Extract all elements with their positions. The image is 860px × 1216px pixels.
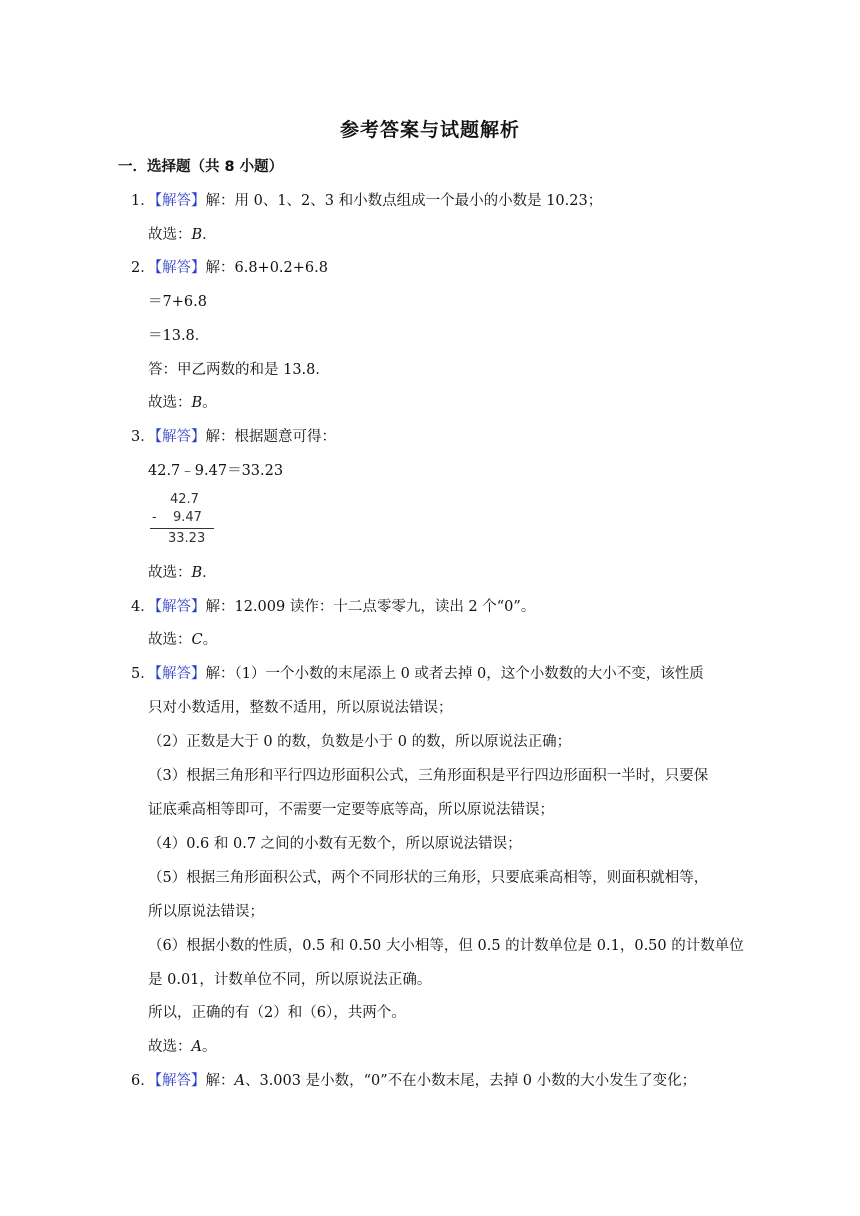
q6-number: 6．: [131, 1073, 155, 1089]
q5-line-4: （3）根据三角形和平行四边形面积公式，三角形面积是平行四边形面积一半时，只要保: [148, 768, 709, 784]
q5-answer-tag: 【解答】: [154, 666, 206, 682]
q5-line-5: 证底乘高相等即可，不需要一定要等底等高，所以原说法错误；: [148, 802, 554, 818]
q2-text: 解：6.8+0.2+6.8: [205, 260, 328, 276]
q5-text: 解：（1）一个小数的末尾添上 0 或者去掉 0，这个小数数的大小不变，该性质: [205, 666, 704, 682]
calc-subtrahend: 9.47: [173, 510, 202, 525]
q3-line-2: 42.7﹣9.47＝33.23: [148, 463, 284, 479]
q5-line-1: [131, 664, 704, 684]
q3-choice: 故选：B．: [148, 565, 217, 581]
q6-text: 、3.003 是小数，“0”不在小数末尾，去掉 0 小数的大小发生了变化；: [244, 1073, 697, 1089]
q5-line-8: 所以原说法错误；: [148, 904, 264, 920]
q2-line-4: 答：甲乙两数的和是 13.8．: [148, 362, 330, 378]
q5-line-7: （5）根据三角形面积公式，两个不同形状的三角形，只要底乘高相等，则面积就相等，: [148, 870, 709, 886]
section-heading: 一．选择题（共 8 小题）: [118, 159, 284, 175]
q5-line-11: 所以，正确的有（2）和（6），共两个。: [148, 1005, 406, 1021]
calc-operator: -: [152, 510, 157, 525]
calc-result: 33.23: [168, 531, 206, 546]
q1-text: 解：用 0、1、2、3 和小数点组成一个最小的小数是 10.23；: [205, 193, 603, 209]
vertical-subtraction-figure: [148, 492, 218, 552]
q6-option-letter: A: [234, 1073, 245, 1089]
q5-line-2: 只对小数适用，整数不适用，所以原说法错误；: [148, 700, 453, 716]
q2-choice: 故选：B。: [148, 395, 217, 411]
calc-divider-line: [150, 528, 214, 529]
q3-line-1: [131, 427, 336, 447]
q2-choice-letter: B: [191, 395, 203, 411]
page-title: 参考答案与试题解析: [339, 119, 520, 141]
calc-minuend: 42.7: [170, 492, 199, 507]
q2-answer-tag: 【解答】: [154, 260, 206, 276]
q2-line-1: [131, 258, 328, 278]
q1-number: 1．: [131, 193, 155, 209]
q5-line-3: （2）正数是大于 0 的数，负数是小于 0 的数，所以原说法正确；: [148, 734, 572, 750]
q4-answer-tag: 【解答】: [154, 599, 206, 615]
q4-line-1: [131, 597, 535, 617]
q3-text: 解：根据题意可得：: [205, 429, 336, 445]
q4-choice: 故选：C。: [148, 632, 218, 648]
q3-choice-letter: B: [191, 565, 203, 581]
q2-number: 2．: [131, 260, 155, 276]
q5-line-9: （6）根据小数的性质，0.5 和 0.50 大小相等，但 0.5 的计数单位是 0.1，0.50 的计数单位: [148, 938, 744, 954]
q6-line-1: 6．【解答】解：A、3.003 是小数，“0”不在小数末尾，去掉 0 小数的大小发生了变化；: [131, 1073, 697, 1089]
q2-line-2: ＝7+6.8: [148, 294, 207, 310]
q1-answer-tag: 【解答】: [154, 193, 206, 209]
q5-number: 5．: [131, 666, 155, 682]
q1-choice-letter: B: [191, 227, 203, 243]
q4-text: 解：12.009 读作：十二点零零九，读出 2 个“0”。: [205, 599, 536, 615]
q6-answer-tag: 【解答】: [154, 1073, 206, 1089]
q3-answer-tag: 【解答】: [154, 429, 206, 445]
q5-line-6: （4）0.6 和 0.7 之间的小数有无数个，所以原说法错误；: [148, 836, 522, 852]
q3-number: 3．: [131, 429, 155, 445]
q5-choice-letter: A: [191, 1039, 202, 1055]
q5-line-10: 是 0.01，计数单位不同，所以原说法正确。: [148, 972, 432, 988]
q1-choice: 故选：B．: [148, 227, 217, 243]
q1-line-1: [131, 191, 602, 211]
q4-number: 4．: [131, 599, 155, 615]
q2-line-3: ＝13.8．: [148, 328, 210, 344]
q4-choice-letter: C: [191, 632, 203, 648]
q5-choice: 故选：A。: [148, 1039, 217, 1055]
